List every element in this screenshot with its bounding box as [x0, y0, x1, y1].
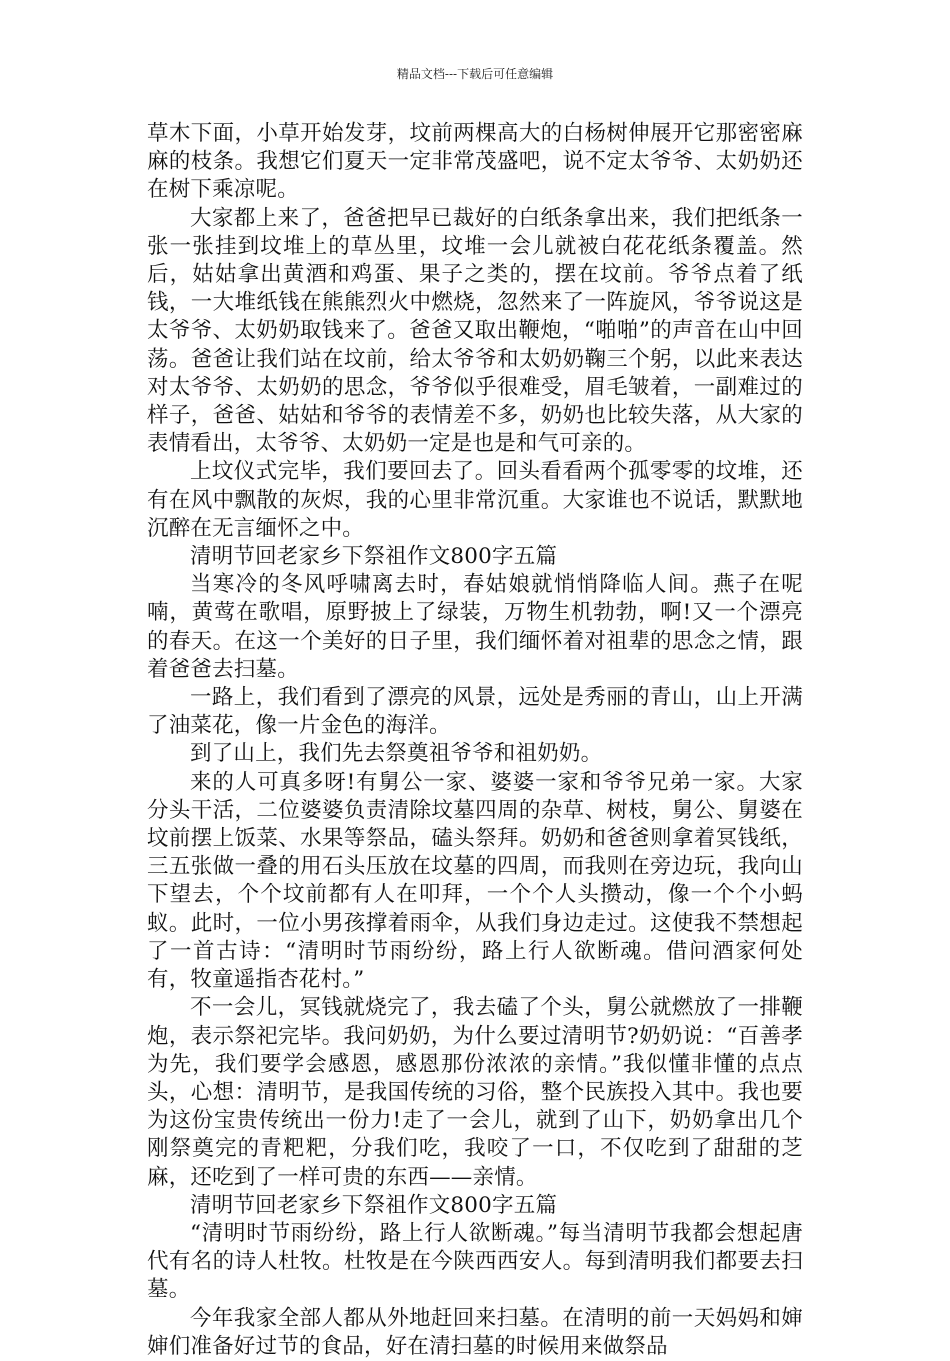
document-body: [147, 120, 803, 1361]
paragraph: “清明时节雨纷纷，路上行人欲断魂。”每当清明节我都会想起唐代有名的诗人杜牧。杜牧是在今陕西西安人。每到清明我们都要去扫墓。: [147, 1220, 803, 1303]
paragraph: 到了山上，我们先去祭奠祖爷爷和祖奶奶。: [190, 741, 603, 767]
section-heading: 清明节回老家乡下祭祖作文800字五篇: [190, 1192, 558, 1218]
paragraph: 当寒冷的冬风呼啸离去时，春姑娘就悄悄降临人间。燕子在呢喃，黄莺在歌唱，原野披上了绿装，万物生机勃勃，啊!又一个漂亮的春天。在这一个美好的日子里，我们缅怀着对祖辈的思念之情，跟着爸爸去扫墓。: [147, 572, 803, 682]
paragraph: 草木下面，小草开始发芽，坟前两棵高大的白杨树伸展开它那密密麻麻的枝条。我想它们夏天一定非常茂盛吧，说不定太爷爷、太奶奶还在树下乘凉呢。: [147, 121, 803, 203]
paragraph: 今年我家全部人都从外地赶回来扫墓。在清明的前一天妈妈和婶婶们准备好过节的食品，好在清扫墓的时候用来做祭品: [147, 1305, 803, 1359]
section-heading: 清明节回老家乡下祭祖作文800字五篇: [190, 544, 558, 570]
paragraph: 不一会儿，冥钱就烧完了，我去磕了个头，舅公就燃放了一排鞭炮，表示祭祀完毕。我问奶奶，为什么要过清明节?奶奶说：“百善孝为先，我们要学会感恩，感恩那份浓浓的亲情。”我似懂非懂的点点头，心想：清明节，是我国传统的习俗，整个民族投入其中。我也要为这份宝贵传统出一份力!走了一会儿，就到了山下，奶奶拿出几个刚祭奠完的青粑粑，分我们吃，我咬了一口，不仅吃到了甜甜的芝麻，还吃到了一样可贵的东西——亲情。: [147, 995, 803, 1190]
paragraph: 上坟仪式完毕，我们要回去了。回头看看两个孤零零的坟堆，还有在风中飘散的灰烬，我的心里非常沉重。大家谁也不说话，默默地沉醉在无言缅怀之中。: [147, 459, 803, 541]
paragraph: 一路上，我们看到了漂亮的风景，远处是秀丽的青山，山上开满了油菜花，像一片金色的海洋。: [147, 685, 803, 739]
paragraph: 大家都上来了，爸爸把早已裁好的白纸条拿出来，我们把纸条一张一张挂到坟堆上的草丛里，坟堆一会儿就被白花花纸条覆盖。然后，姑姑拿出黄酒和鸡蛋、果子之类的，摆在坟前。爷爷点着了纸钱，一大堆纸钱在熊熊烈火中燃烧，忽然来了一阵旋风，爷爷说这是太爷爷、太奶奶取钱来了。爸爸又取出鞭炮，“啪啪”的声音在山中回荡。爸爸让我们站在坟前，给太爷爷和太奶奶鞠三个躬，以此来表达对太爷爷、太奶奶的思念，爷爷似乎很难受，眉毛皱着，一副难过的样子，爸爸、姑姑和爷爷的表情差不多，奶奶也比较失落，从大家的表情看出，太爷爷、太奶奶一定是也是和气可亲的。: [147, 205, 803, 457]
paragraph: 来的人可真多呀!有舅公一家、婆婆一家和爷爷兄弟一家。大家分头干活，二位婆婆负责清除坟墓四周的杂草、树枝，舅公、舅婆在坟前摆上饭菜、水果等祭品，磕头祭拜。奶奶和爸爸则拿着冥钱纸，三五张做一叠的用石头压放在坟墓的四周，而我则在旁边玩，我向山下望去，个个坟前都有人在叩拜，一个个人头攒动，像一个个小蚂蚁。此时，一位小男孩撑着雨伞，从我们身边走过。这使我不禁想起了一首古诗：“清明时节雨纷纷，路上行人欲断魂。借问酒家何处有，牧童遥指杏花村。”: [147, 769, 803, 993]
page-header: 精品文档---下载后可任意编辑: [396, 67, 554, 81]
